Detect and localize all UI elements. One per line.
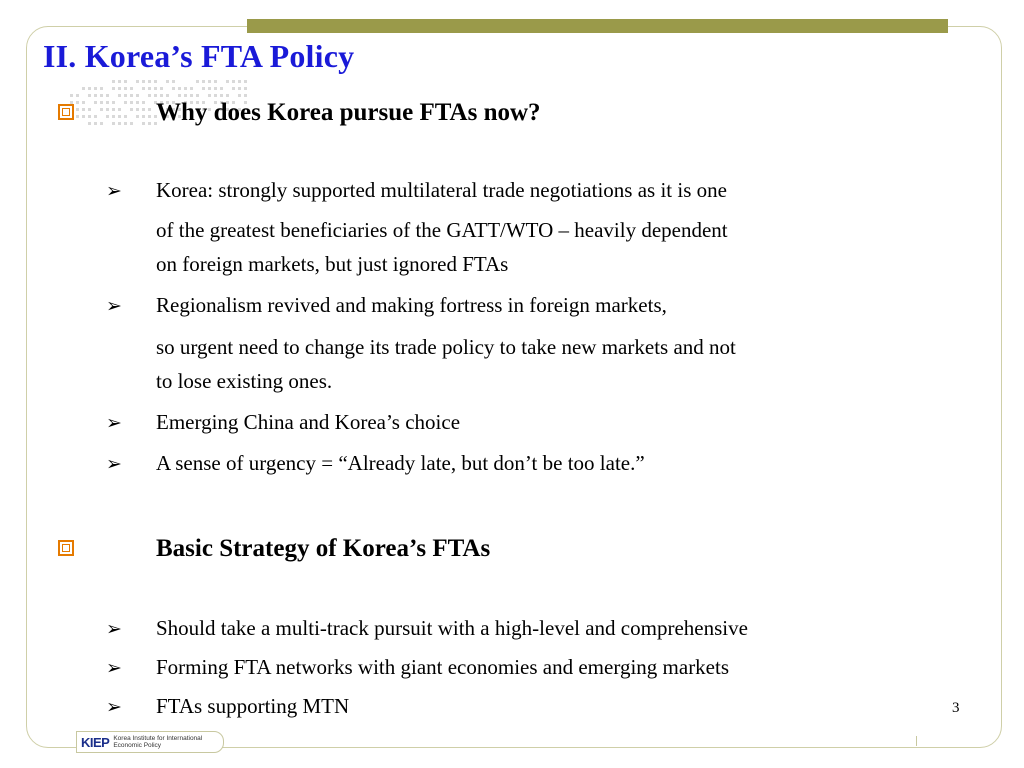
bullet-line: so urgent need to change its trade policy to take new markets and not <box>156 335 736 359</box>
bullet-line: FTAs supporting MTN <box>156 694 350 718</box>
checkbox-square-icon <box>58 104 74 120</box>
bullet-line: Emerging China and Korea’s choice <box>156 410 461 434</box>
bullet-line: on foreign markets, but just ignored FTAs <box>156 252 509 276</box>
logo-caption <box>113 735 202 749</box>
header-accent-bar <box>247 19 948 33</box>
arrow-bullet-icon: ➢ <box>106 658 122 679</box>
page-number: 3 <box>952 700 960 716</box>
arrow-bullet-icon: ➢ <box>106 181 122 202</box>
footer-divider <box>916 736 917 746</box>
arrow-bullet-icon: ➢ <box>106 697 122 718</box>
slide-title: II. Korea’s FTA Policy <box>43 38 355 74</box>
bullet-line: Forming FTA networks with giant economies and emerging markets <box>156 655 730 679</box>
bullet-line: of the greatest beneficiaries of the GATT/WTO – heavily dependent <box>156 218 728 242</box>
bullet-line: A sense of urgency = “Already late, but don’t be too late.” <box>156 451 645 475</box>
logo-caption-line-2: Economic Policy <box>113 742 162 749</box>
bullet-line: Korea: strongly supported multilateral trade negotiations as it is one <box>156 178 727 202</box>
logo-caption-line-1: Korea Institute for International <box>113 735 203 742</box>
arrow-bullet-icon: ➢ <box>106 413 122 434</box>
checkbox-square-icon <box>58 540 74 556</box>
kiep-logo <box>76 731 224 753</box>
arrow-bullet-icon: ➢ <box>106 296 122 317</box>
section-heading-why: Why does Korea pursue FTAs now? <box>156 99 541 126</box>
arrow-bullet-icon: ➢ <box>106 454 122 475</box>
bullet-line: to lose existing ones. <box>156 369 333 393</box>
logo-mark: KIEP <box>81 734 110 750</box>
arrow-bullet-icon: ➢ <box>106 619 122 640</box>
bullet-line: Regionalism revived and making fortress in foreign markets, <box>156 293 667 317</box>
bullet-line: Should take a multi-track pursuit with a high-level and comprehensive <box>156 616 748 640</box>
section-heading-strategy: Basic Strategy of Korea’s FTAs <box>156 535 491 562</box>
